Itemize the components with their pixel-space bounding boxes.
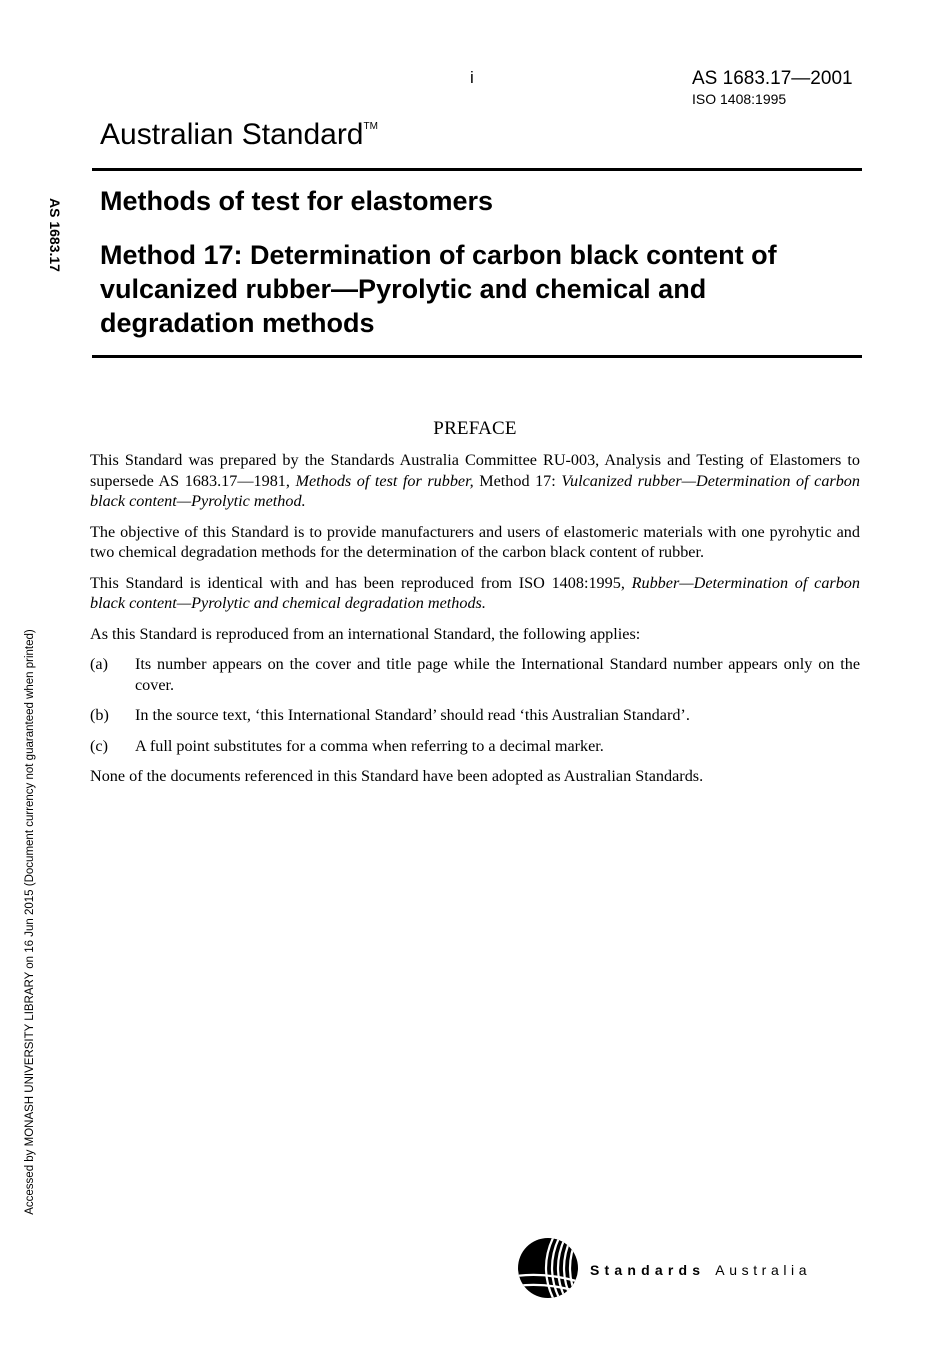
- brand-title: [100, 118, 378, 152]
- list-label: (a): [90, 655, 108, 673]
- list-item: [90, 705, 860, 726]
- preface-heading: PREFACE: [433, 418, 517, 439]
- preface-paragraph-5: None of the documents referenced in this Standard have been adopted as Australian Standards.: [90, 767, 704, 785]
- standard-number: AS 1683.17—2001: [692, 68, 853, 89]
- trademark-symbol: TM: [363, 121, 378, 132]
- preface-body: [90, 450, 860, 797]
- page-number: i: [470, 68, 474, 87]
- brand-name: Australian Standard: [100, 118, 364, 151]
- p3-italic-title: Rubber—Determination of carbon black content—Pyrolytic and chemical degradation methods.: [90, 573, 860, 612]
- preface-paragraph-3: [90, 573, 860, 614]
- p1-mid-text: Method 17:: [473, 471, 562, 490]
- logo-word-standards: Standards: [590, 1262, 706, 1278]
- list-label: (c): [90, 736, 108, 755]
- bottom-rule: [92, 355, 862, 358]
- standards-australia-globe-icon: [516, 1236, 580, 1305]
- p1-italic-title: Methods of test for rubber,: [295, 471, 474, 490]
- preface-paragraph-4: As this Standard is reproduced from an international Standard, the following applies:: [90, 624, 641, 643]
- list-text: A full point substitutes for a comma when referring to a decimal marker.: [135, 736, 604, 755]
- p1-italic-subtitle: Vulcanized rubber—Determination of carbon black content—Pyrolytic method.: [90, 471, 860, 510]
- list-item: [90, 654, 860, 695]
- spine-label: AS 1683.17: [47, 198, 63, 272]
- top-rule: [92, 168, 862, 171]
- preface-paragraph-2: The objective of this Standard is to provide manufacturers and users of elastomeric materials with one pyrohytic and two chemical degradation methods for the determination of the carbon black content of rubber.: [90, 522, 860, 561]
- p1-text: This Standard was prepared by the Standards Australia Committee RU-003, Analysis and Testing of Elastomers to supersede AS 1683.17—1981,: [90, 451, 860, 490]
- access-note: Accessed by MONASH UNIVERSITY LIBRARY on 16 Jun 2015 (Document currency not guaranteed when printed): [24, 629, 36, 1215]
- list-item: [90, 736, 860, 757]
- preface-paragraph-1: [90, 450, 860, 512]
- list-label: (b): [90, 706, 109, 724]
- standards-australia-logo: [516, 1238, 861, 1302]
- logo-word-australia: Australia: [715, 1262, 812, 1278]
- p3-text: This Standard is identical with and has been reproduced from ISO 1408:1995,: [90, 573, 632, 592]
- list-text: In the source text, ‘this International Standard’ should read ‘this Australian Standard’.: [135, 706, 690, 724]
- series-title: Methods of test for elastomers: [100, 186, 494, 216]
- iso-number: ISO 1408:1995: [692, 91, 787, 107]
- method-title: Method 17: Determination of carbon black content of vulcanized rubber—Pyrolytic and chemical and degradation methods: [100, 240, 777, 338]
- list-text: Its number appears on the cover and title page while the International Standard number appears only on the cover.: [135, 655, 860, 694]
